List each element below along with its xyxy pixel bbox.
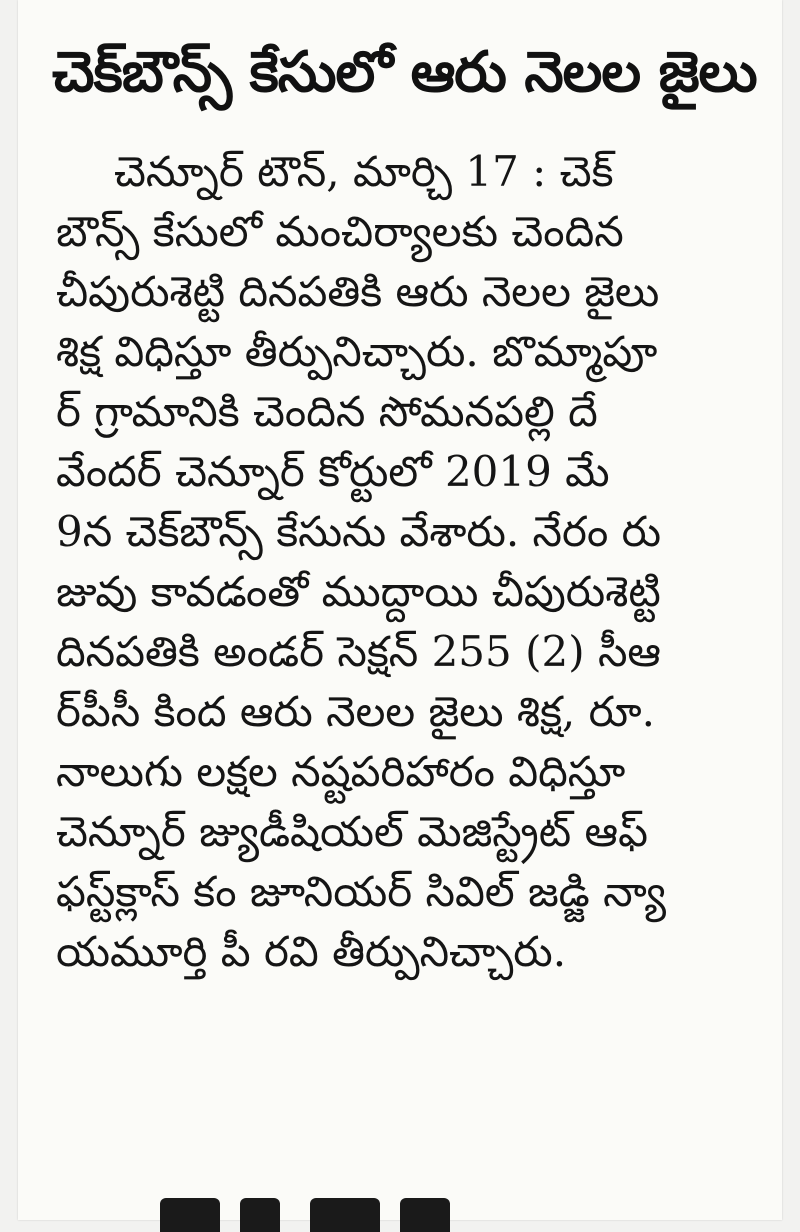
article-line: యమూర్తి పీ రవి తీర్పునిచ్చారు. (56, 927, 567, 976)
article-line: జువు కావడంతో ముద్దాయి చీపురుశెట్టి (56, 567, 661, 616)
article-line: నాలుగు లక్షల నష్టపరిహారం విధిస్తూ (56, 747, 626, 796)
article-line: ఫస్ట్‌క్లాస్ కం జూనియర్ సివిల్ జడ్జి న్యా (56, 867, 666, 916)
article-line: శిక్ష విధిస్తూ తీర్పునిచ్చారు. బొమ్మాపూ (56, 327, 658, 376)
next-headline-cutoff (150, 1192, 620, 1232)
article-line: చీపురుశెట్టి దినపతికి ఆరు నెలల జైలు (56, 267, 660, 316)
article-line: 9న చెక్‌బౌన్స్ కేసును వేశారు. నేరం రు (56, 507, 662, 556)
article-line: ర్ గ్రామానికి చెందిన సోమనపల్లి దే (56, 387, 598, 436)
article-line: బౌన్స్ కేసులో మంచిర్యాలకు చెందిన (56, 207, 624, 256)
article-line: చెన్నూర్ టౌన్, మార్చి 17 : చెక్ (114, 147, 614, 196)
article-body (56, 142, 746, 982)
article-line: ర్‌పీసీ కింద ఆరు నెలల జైలు శిక్ష, రూ. (56, 687, 655, 736)
article-line: దినపతికి అండర్ సెక్షన్ 255 (2) సీఆ (56, 627, 661, 676)
article-line: చెన్నూర్ జ్యుడీషియల్ మెజిస్ట్రేట్ ఆఫ్ (56, 807, 648, 856)
article-line: వేందర్ చెన్నూర్ కోర్టులో 2019 మే (56, 447, 610, 496)
article-headline: చెక్‌బౌన్స్‌ కేసులో ఆరు నెలల జైలు (52, 40, 757, 105)
